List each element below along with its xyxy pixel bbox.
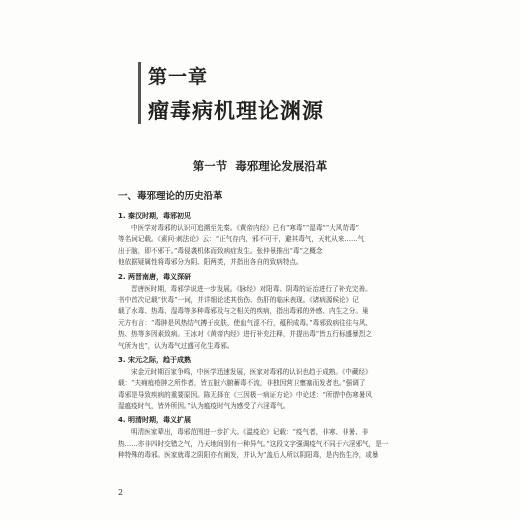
text-line: 晋唐医时期，毒邪学说进一步发展。《脉经》对阳毒、阴毒的证治进行了补充完善。 xyxy=(131,284,372,293)
page-number: 2 xyxy=(118,488,124,497)
text-line: 气所为也”，认为毒气过盛可化生毒邪。 xyxy=(118,341,234,350)
heading-level-1: 一、毒邪理论的历史沿革 xyxy=(118,191,223,202)
section-number: 第一节 xyxy=(192,159,228,173)
text-line: 载了水毒、热毒、湿毒等多种毒邪及与之相关的疾病，指出毒邪的外感、内生之分。巢 xyxy=(118,307,369,316)
text-line: 他依据疑属性将毒邪分为阴、阳两类，并指出各自的致病特点。 xyxy=(118,258,303,267)
text-line: 湿瘟疫时气，皆外所因。”认为瘟疫时气为感受了六淫毒气。 xyxy=(118,402,290,411)
body-text xyxy=(118,208,410,462)
section-heading xyxy=(0,158,520,174)
text-line: 种特殊的毒邪。医家就毒之阴阳亦有阐发，并认为“盖后人所以阴阳毒，是内伤生冷，或暴 xyxy=(118,451,379,460)
text-line: 载：“夫痈疽疮肿之所作者，皆五脏六腑蓄毒不流，非独因营卫壅塞而发者也。”强调了 xyxy=(118,379,366,388)
chapter-accent-bar xyxy=(138,62,141,124)
chapter-title: 瘤毒病机理论渊源 xyxy=(148,98,324,123)
subsection-title: 1. 秦汉时期，毒邪初见 xyxy=(118,212,191,220)
text-line: 等名词记载。《素问·刺法论》云：“正气存内，邪不可干，避其毒气，天牝从来……气 xyxy=(118,235,365,244)
text-line: 明清医家辈出，毒邪范围进一步扩大。《温疫论》记载：“疫气者，非寒、非暑、非 xyxy=(131,428,369,437)
text-line: 书中首次记载“伏毒”一词，并详细论述其伤伤、伤肝的临床表现。《诸病源候论》记 xyxy=(118,295,359,304)
text-line: 元方有言：“毒肿是风热结气搏于皮肤，使血气涩不行，蕴积成毒。”毒邪致病往往与风、 xyxy=(118,318,373,327)
text-line: 热……亦非四时交错之气，乃天地间别有一种异气。”这段文字强调疫气不同于六淫邪气，是一 xyxy=(118,439,389,448)
subsection-title: 3. 宋元之际，趋于成熟 xyxy=(118,355,191,364)
text-line: 出于脑，即不邪干。”毒侵袭机体而致病症发生。张仲景推出“毒”之概念 xyxy=(118,246,323,255)
chapter-label: 第一章 xyxy=(148,66,209,88)
text-line: 热、热等多因素致病。王冰对《黄帝内经》进行补充注释，并提出毒“皆五行标盛暴烈之 xyxy=(118,330,372,339)
subsection-title: 2. 两晋南唐，毒义深研 xyxy=(118,272,191,281)
text-line: 中医学对毒邪的认识可追溯至先秦。《黄帝内经》已有“寒毒”“湿毒”“大风苛毒” xyxy=(131,224,359,232)
text-line: 宋金元时期百家争鸣，中医学迅速发展，医家对毒邪的认识也趋于成熟。《中藏经》 xyxy=(131,367,372,376)
text-line: 毒邪是导致疾病的重要原因。陈无择在《三因极一病证方论》中论述：“所谓中伤寒暑风 xyxy=(118,390,372,399)
subsection-title: 4. 明清时期，毒义扩展 xyxy=(118,416,191,425)
section-title: 毒邪理论发展沿革 xyxy=(235,159,328,173)
